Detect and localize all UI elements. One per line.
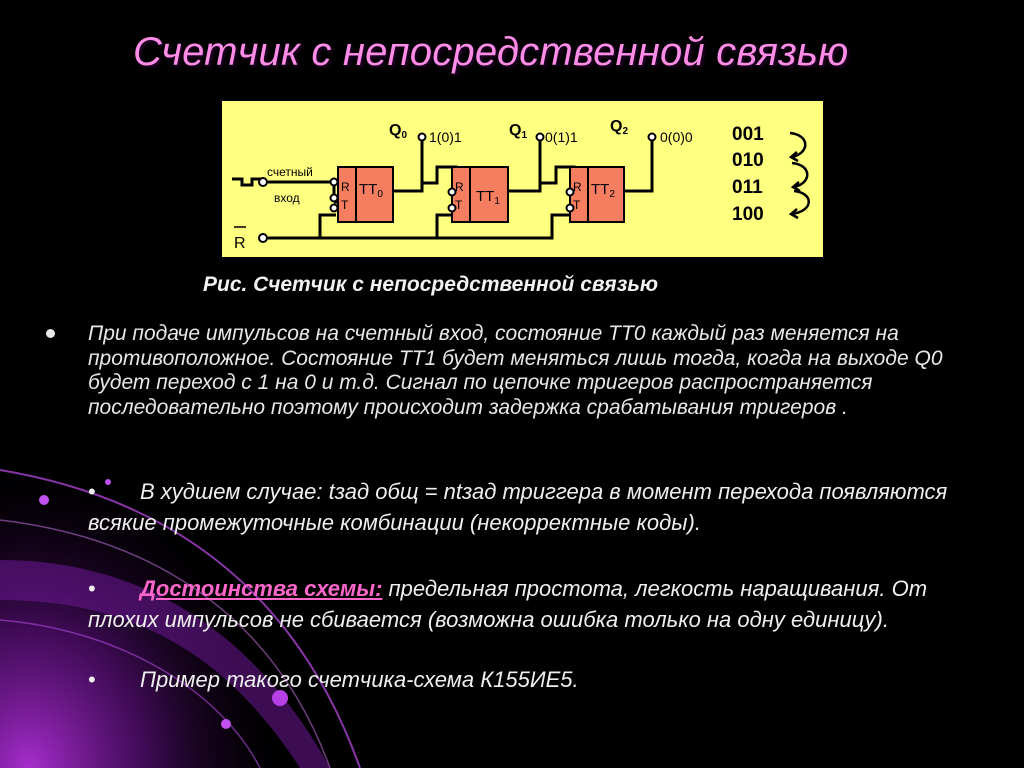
code-row: 100: [732, 204, 764, 225]
transition-arrows-icon: [790, 133, 809, 218]
tt0-label: $ТТ_0$: [359, 181, 383, 200]
tt2-pin-r: R: [573, 180, 582, 194]
tt2-pin-t: T: [573, 198, 581, 212]
figure-caption: Рис. Счетчик с непосредственной связью: [203, 273, 659, 296]
sub-bullet-1: [88, 476, 968, 538]
input-label-1: счетный: [267, 165, 313, 179]
circuit-svg: [222, 101, 823, 257]
code-row: 011: [732, 177, 763, 198]
bullet-dot-icon: [46, 329, 55, 338]
sub-bullet-3-text: Пример такого счетчика-схема К155ИЕ5.: [140, 667, 579, 692]
slide-title: Счетчик с непосредственной связью: [133, 30, 849, 74]
q0-label: Q0: [389, 122, 408, 141]
code-row: 010: [732, 150, 764, 171]
sub-bullet-glyph: •: [88, 667, 96, 692]
tt1-pin-r: R: [455, 180, 464, 194]
q2-label: Q2: [610, 118, 629, 137]
sub-bullet-1-text: В худшем случае: tзад общ = ntзад триггера в момент перехода появляются всякие промежуточные комбинации (некорректные коды).: [88, 479, 948, 535]
sub-bullet-glyph: •: [88, 576, 96, 601]
tt0-pin-r: R: [341, 180, 350, 194]
q0-sequence: 1(0)1: [429, 129, 462, 145]
input-label-2: вход: [274, 191, 300, 205]
q1-label: Q1: [509, 122, 528, 141]
sub-bullet-2: [88, 573, 968, 635]
code-row: 001: [732, 124, 764, 145]
counter-circuit-diagram: [222, 101, 823, 257]
sub-bullet-glyph: •: [88, 479, 96, 504]
main-paragraph: При подаче импульсов на счетный вход, состояние ТТ0 каждый раз меняется на противоположное. Состояние ТТ1 будет меняться лишь тогда, когда на выходе Q0 будет переход с 1 на 0 и т.д. Сигнал по цепочке тригеров распространяется последовательно поэтому происходит задержка срабатывания тригеров .: [88, 322, 943, 419]
q2-sequence: 0(0)0: [660, 129, 693, 145]
tt0-pin-t: T: [341, 198, 349, 212]
advantages-label: Достоинства схемы:: [140, 576, 383, 601]
sub-bullet-2-text: предельная простота, легкость наращивания. От плохих импульсов не сбивается (возможна ошибка только на одну единицу).: [88, 576, 928, 632]
sub-bullet-3: [88, 664, 968, 695]
reset-label: R: [234, 235, 246, 252]
tt2-label: $ТТ_2$: [591, 181, 615, 200]
q1-sequence: 0(1)1: [545, 129, 578, 145]
tt1-label: $ТТ_1$: [476, 188, 500, 207]
tt1-pin-t: T: [455, 198, 463, 212]
